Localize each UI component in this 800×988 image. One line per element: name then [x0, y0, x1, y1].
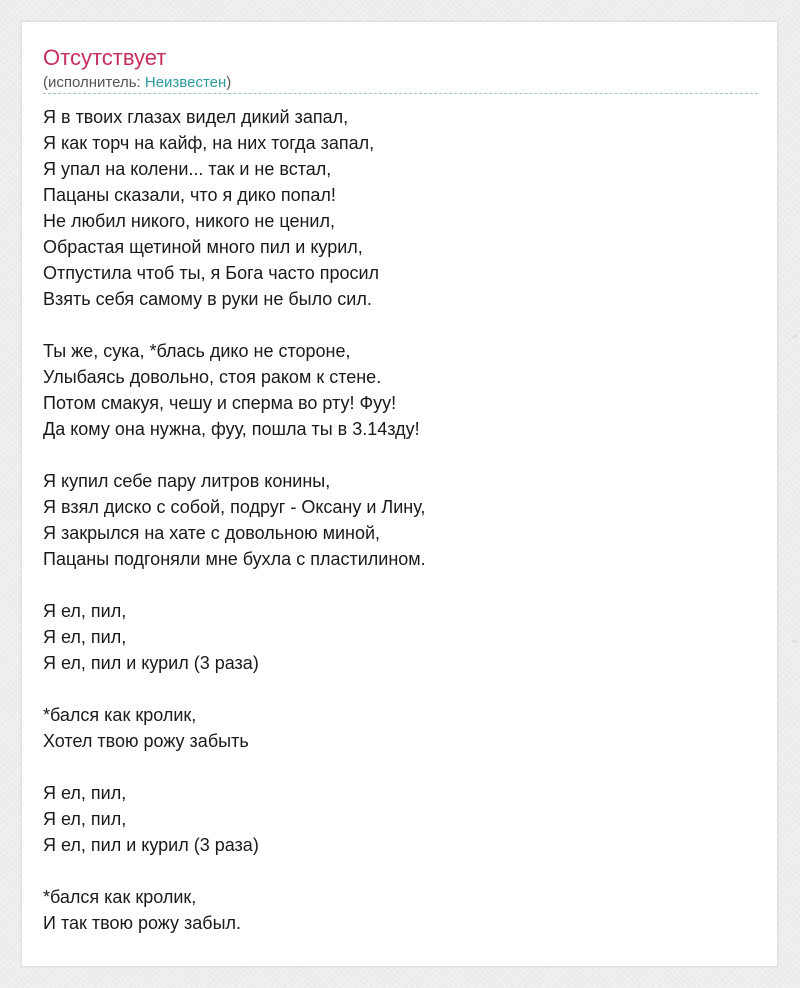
- lyric-line: Я ел, пил,: [43, 601, 127, 621]
- song-title: Отсутствует: [43, 45, 167, 70]
- lyric-line: Я как торч на кайф, на них тогда запал,: [43, 133, 375, 153]
- lyric-line: Я ел, пил и курил (3 раза): [43, 653, 259, 673]
- lyric-line: Я в твоих глазах видел дикий запал,: [43, 107, 349, 127]
- lyrics-stanza: [43, 702, 758, 754]
- lyric-line: И так твою рожу забыл.: [43, 913, 242, 933]
- lyric-line: Я ел, пил,: [43, 809, 127, 829]
- lyric-line: Я упал на колени... так и не встал,: [43, 159, 332, 179]
- lyric-line: Я ел, пил,: [43, 783, 127, 803]
- lyrics-stanza: [43, 104, 758, 312]
- lyric-line: Не любил никого, никого не ценил,: [43, 211, 335, 231]
- lyric-line: *бался как кролик,: [43, 887, 197, 907]
- lyric-line: Потом смакуя, чешу и сперма во рту! Фуу!: [43, 393, 397, 413]
- lyrics-stanza: [43, 598, 758, 676]
- artist-prefix: (исполнитель:: [43, 74, 145, 91]
- lyrics-stanza: [43, 780, 758, 858]
- lyric-line: Я купил себе пару литров конины,: [43, 471, 331, 491]
- lyrics-body: [43, 104, 758, 962]
- lyric-line: Взять себя самому в руки не было сил.: [43, 289, 372, 309]
- title-divider: [43, 93, 758, 94]
- lyrics-card: [21, 21, 778, 967]
- lyric-line: Обрастая щетиной много пил и курил,: [43, 237, 363, 257]
- lyric-line: Хотел твою рожу забыть: [43, 731, 249, 751]
- lyrics-stanza: [43, 884, 758, 936]
- lyric-line: Отпустила чтоб ты, я Бога часто просил: [43, 263, 380, 283]
- lyric-line: Ты же, сука, *блась дико не стороне,: [43, 341, 351, 361]
- lyric-line: Я взял диско с собой, подруг - Оксану и Лину,: [43, 497, 426, 517]
- lyric-line: Пацаны сказали, что я дико попал!: [43, 185, 336, 205]
- lyric-line: Я закрылся на хате с довольною миной,: [43, 523, 381, 543]
- artist-line: [43, 73, 231, 93]
- artist-suffix: ): [226, 74, 232, 91]
- lyric-line: *бался как кролик,: [43, 705, 197, 725]
- lyric-line: Да кому она нужна, фуу, пошла ты в 3.14зду!: [43, 419, 420, 439]
- lyric-line: Я ел, пил и курил (3 раза): [43, 835, 259, 855]
- lyrics-stanza: [43, 338, 758, 442]
- lyric-line: Я ел, пил,: [43, 627, 127, 647]
- lyric-line: Пацаны подгоняли мне бухла с пластилином.: [43, 549, 426, 569]
- lyrics-stanza: [43, 468, 758, 572]
- artist-link[interactable]: Неизвестен: [144, 74, 227, 91]
- lyric-line: Улыбаясь довольно, стоя раком к стене.: [43, 367, 382, 387]
- edge-decoration: [792, 640, 798, 643]
- edge-decoration: [792, 335, 798, 338]
